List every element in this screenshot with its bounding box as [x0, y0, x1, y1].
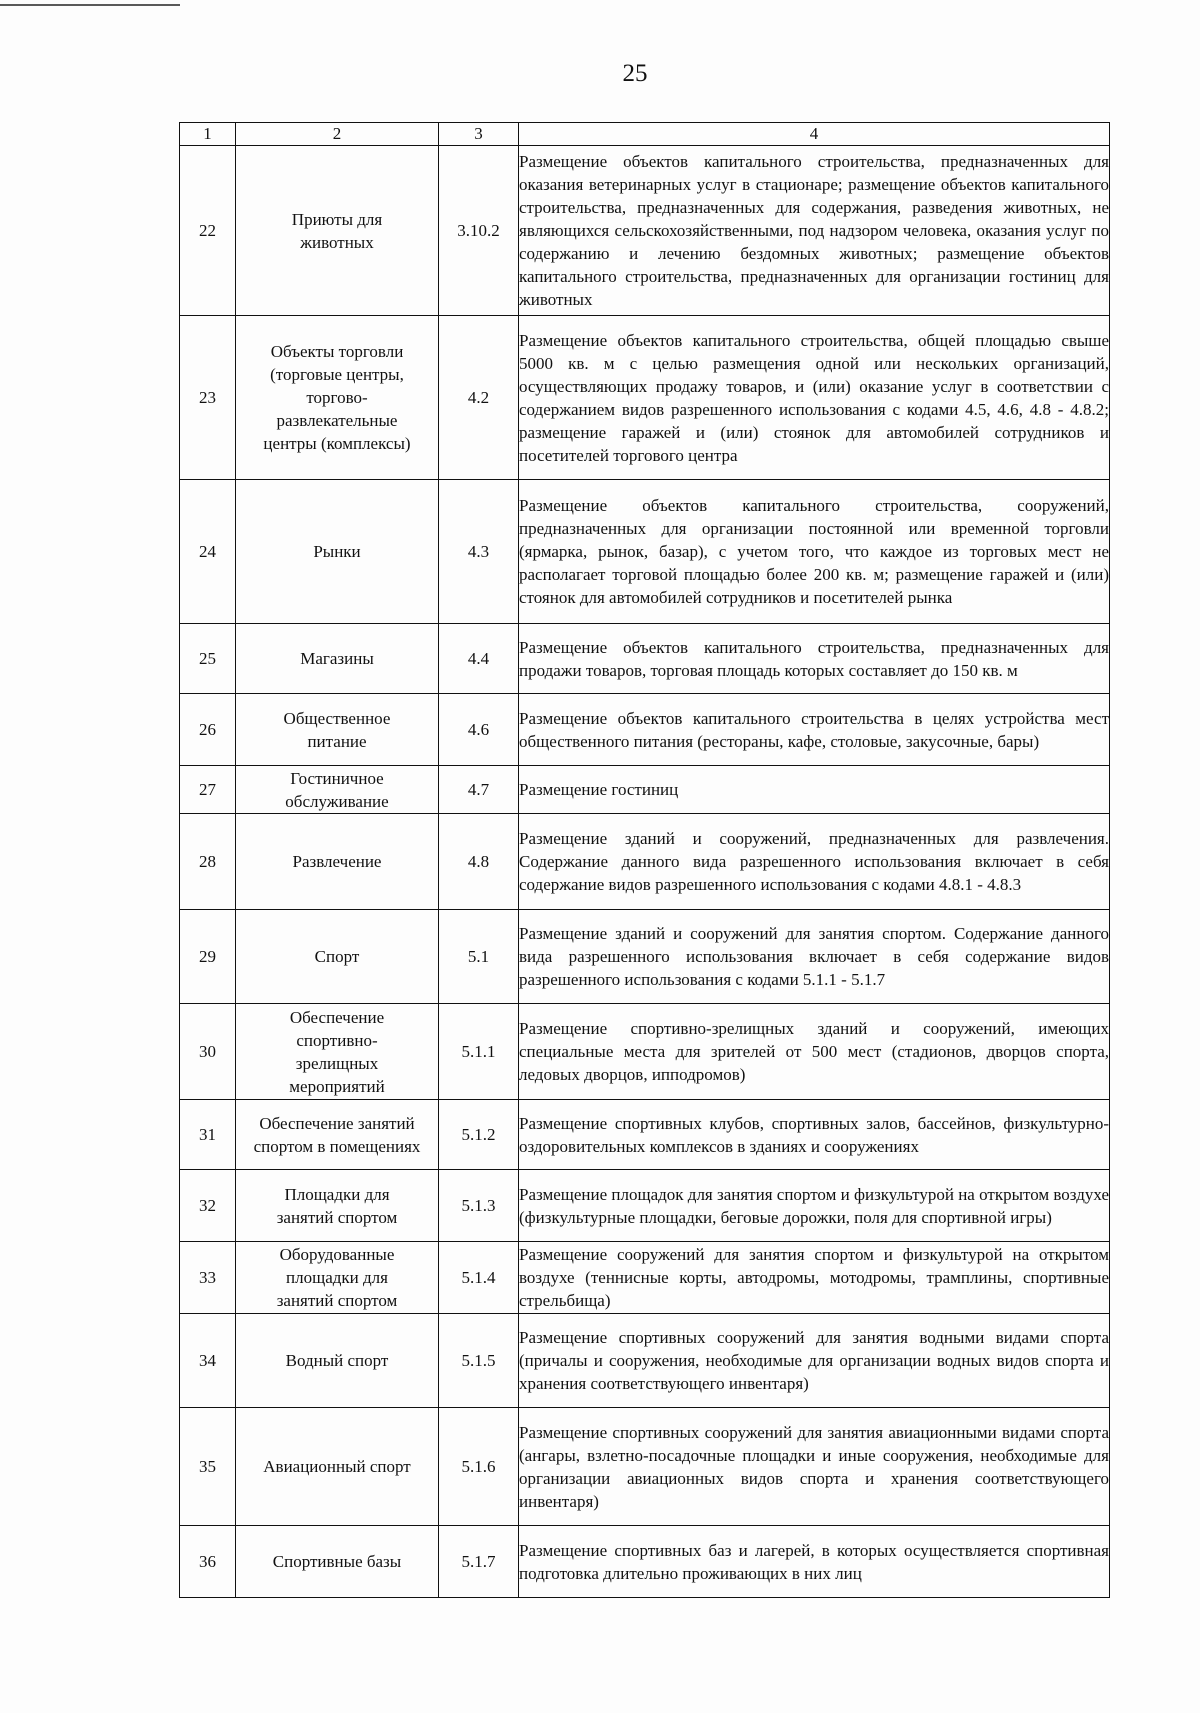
- use-type-name: Обеспечение занятий спортом в помещениях: [236, 1100, 439, 1170]
- use-type-description: Размещение объектов капитального строительства, предназначенных для продажи товаров, торговая площадь которых составляет до 150 кв. м: [519, 624, 1110, 694]
- use-type-name: Магазины: [236, 624, 439, 694]
- use-type-code: 4.6: [439, 694, 519, 766]
- use-type-code: 3.10.2: [439, 146, 519, 316]
- use-type-description: Размещение объектов капитального строительства, общей площадью свыше 5000 кв. м с целью размещения одной или нескольких организаций, осуществляющих продажу товаров, и (или) оказание услуг в соответствии с содержанием видов разрешенного использования с кодами 4.5, 4.6, 4.8 - 4.8.2; размещение гаражей и (или) стоянок для автомобилей сотрудников и посетителей торгового центра: [519, 316, 1110, 480]
- table-row: [180, 910, 1110, 1004]
- table-row: [180, 316, 1110, 480]
- use-type-name: Общественное питание: [236, 694, 439, 766]
- header-col-2: 2: [236, 123, 439, 146]
- use-type-code: 5.1: [439, 910, 519, 1004]
- row-number: 28: [180, 814, 236, 910]
- use-type-code: 5.1.7: [439, 1526, 519, 1598]
- use-type-name: Развлечение: [236, 814, 439, 910]
- table-row: [180, 1100, 1110, 1170]
- use-type-name: Обеспечение спортивно-зрелищных мероприятий: [236, 1004, 439, 1100]
- page-number: 25: [622, 60, 648, 87]
- use-type-code: 5.1.1: [439, 1004, 519, 1100]
- use-type-code: 4.2: [439, 316, 519, 480]
- use-type-name: Гостиничное обслуживание: [236, 766, 439, 814]
- row-number: 26: [180, 694, 236, 766]
- use-type-code: 4.8: [439, 814, 519, 910]
- table-row: [180, 1526, 1110, 1598]
- table-row: [180, 814, 1110, 910]
- row-number: 30: [180, 1004, 236, 1100]
- header-col-3: 3: [439, 123, 519, 146]
- use-type-code: 5.1.3: [439, 1170, 519, 1242]
- row-number: 22: [180, 146, 236, 316]
- table-row: [180, 1004, 1110, 1100]
- use-type-code: 5.1.5: [439, 1314, 519, 1408]
- use-type-code: 5.1.6: [439, 1408, 519, 1526]
- header-col-1: 1: [180, 123, 236, 146]
- use-type-name: Рынки: [236, 480, 439, 624]
- use-type-description: Размещение сооружений для занятия спортом и физкультурой на открытом воздухе (теннисные корты, автодромы, мотодромы, трамплины, спортивные стрельбища): [519, 1242, 1110, 1314]
- use-type-name: Приюты для животных: [236, 146, 439, 316]
- row-number: 23: [180, 316, 236, 480]
- use-type-code: 4.7: [439, 766, 519, 814]
- use-type-description: Размещение спортивных клубов, спортивных залов, бассейнов, физкультурно-оздоровительных комплексов в зданиях и сооружениях: [519, 1100, 1110, 1170]
- use-type-code: 4.4: [439, 624, 519, 694]
- table-row: [180, 480, 1110, 624]
- use-type-name: Оборудованные площадки для занятий спортом: [236, 1242, 439, 1314]
- use-type-name: Спорт: [236, 910, 439, 1004]
- table-row: [180, 1314, 1110, 1408]
- use-type-name: Авиационный спорт: [236, 1408, 439, 1526]
- table-row: [180, 1242, 1110, 1314]
- row-number: 29: [180, 910, 236, 1004]
- row-number: 35: [180, 1408, 236, 1526]
- use-type-name: Площадки для занятий спортом: [236, 1170, 439, 1242]
- use-type-code: 5.1.4: [439, 1242, 519, 1314]
- use-type-code: 4.3: [439, 480, 519, 624]
- use-type-description: Размещение объектов капитального строительства, сооружений, предназначенных для организации постоянной или временной торговли (ярмарка, рынок, базар), с учетом того, что каждое из торговых мест не располагает торговой площадью более 200 кв. м; размещение гаражей и (или) стоянок для автомобилей сотрудников и посетителей рынка: [519, 480, 1110, 624]
- use-type-description: Размещение спортивно-зрелищных зданий и сооружений, имеющих специальные места для зрителей от 500 мест (стадионов, дворцов спорта, ледовых дворцов, ипподромов): [519, 1004, 1110, 1100]
- land-use-table: [179, 122, 1110, 1598]
- use-type-description: Размещение спортивных сооружений для занятия авиационными видами спорта (ангары, взлетно-посадочные площадки и иные сооружения, необходимые для организации авиационных видов спорта и хранения соответствующего инвентаря): [519, 1408, 1110, 1526]
- use-type-description: Размещение объектов капитального строительства, предназначенных для оказания ветеринарных услуг в стационаре; размещение объектов капитального строительства, предназначенных для содержания, разведения животных, не являющихся сельскохозяйственными, под надзором человека, оказания услуг по содержанию и лечению бездомных животных; размещение объектов капитального строительства, предназначенных для организации гостиниц для животных: [519, 146, 1110, 316]
- table-row: [180, 694, 1110, 766]
- table-row: [180, 1408, 1110, 1526]
- use-type-name: Объекты торговли (торговые центры, торгово-развлекательные центры (комплексы): [236, 316, 439, 480]
- table-row: [180, 624, 1110, 694]
- row-number: 33: [180, 1242, 236, 1314]
- row-number: 34: [180, 1314, 236, 1408]
- row-number: 36: [180, 1526, 236, 1598]
- use-type-description: Размещение зданий и сооружений, предназначенных для развлечения. Содержание данного вида разрешенного использования включает в себя содержание видов разрешенного использования с кодами 4.8.1 - 4.8.3: [519, 814, 1110, 910]
- table-row: [180, 146, 1110, 316]
- row-number: 24: [180, 480, 236, 624]
- row-number: 27: [180, 766, 236, 814]
- use-type-description: Размещение объектов капитального строительства в целях устройства мест общественного питания (рестораны, кафе, столовые, закусочные, бары): [519, 694, 1110, 766]
- use-type-description: Размещение площадок для занятия спортом и физкультурой на открытом воздухе (физкультурные площадки, беговые дорожки, поля для спортивной игры): [519, 1170, 1110, 1242]
- use-type-code: 5.1.2: [439, 1100, 519, 1170]
- row-number: 32: [180, 1170, 236, 1242]
- scan-artifact-line: [0, 4, 180, 6]
- use-type-description: Размещение спортивных сооружений для занятия водными видами спорта (причалы и сооружения, необходимые для организации водных видов спорта и хранения соответствующего инвентаря): [519, 1314, 1110, 1408]
- use-type-description: Размещение зданий и сооружений для занятия спортом. Содержание данного вида разрешенного использования включает в себя содержание видов разрешенного использования с кодами 5.1.1 - 5.1.7: [519, 910, 1110, 1004]
- use-type-name: Спортивные базы: [236, 1526, 439, 1598]
- use-type-description: Размещение гостиниц: [519, 766, 1110, 814]
- table-header-row: [180, 123, 1110, 146]
- table-row: [180, 1170, 1110, 1242]
- table-row: [180, 766, 1110, 814]
- use-type-name: Водный спорт: [236, 1314, 439, 1408]
- row-number: 31: [180, 1100, 236, 1170]
- use-type-description: Размещение спортивных баз и лагерей, в которых осуществляется спортивная подготовка длительно проживающих в них лиц: [519, 1526, 1110, 1598]
- row-number: 25: [180, 624, 236, 694]
- header-col-4: 4: [519, 123, 1110, 146]
